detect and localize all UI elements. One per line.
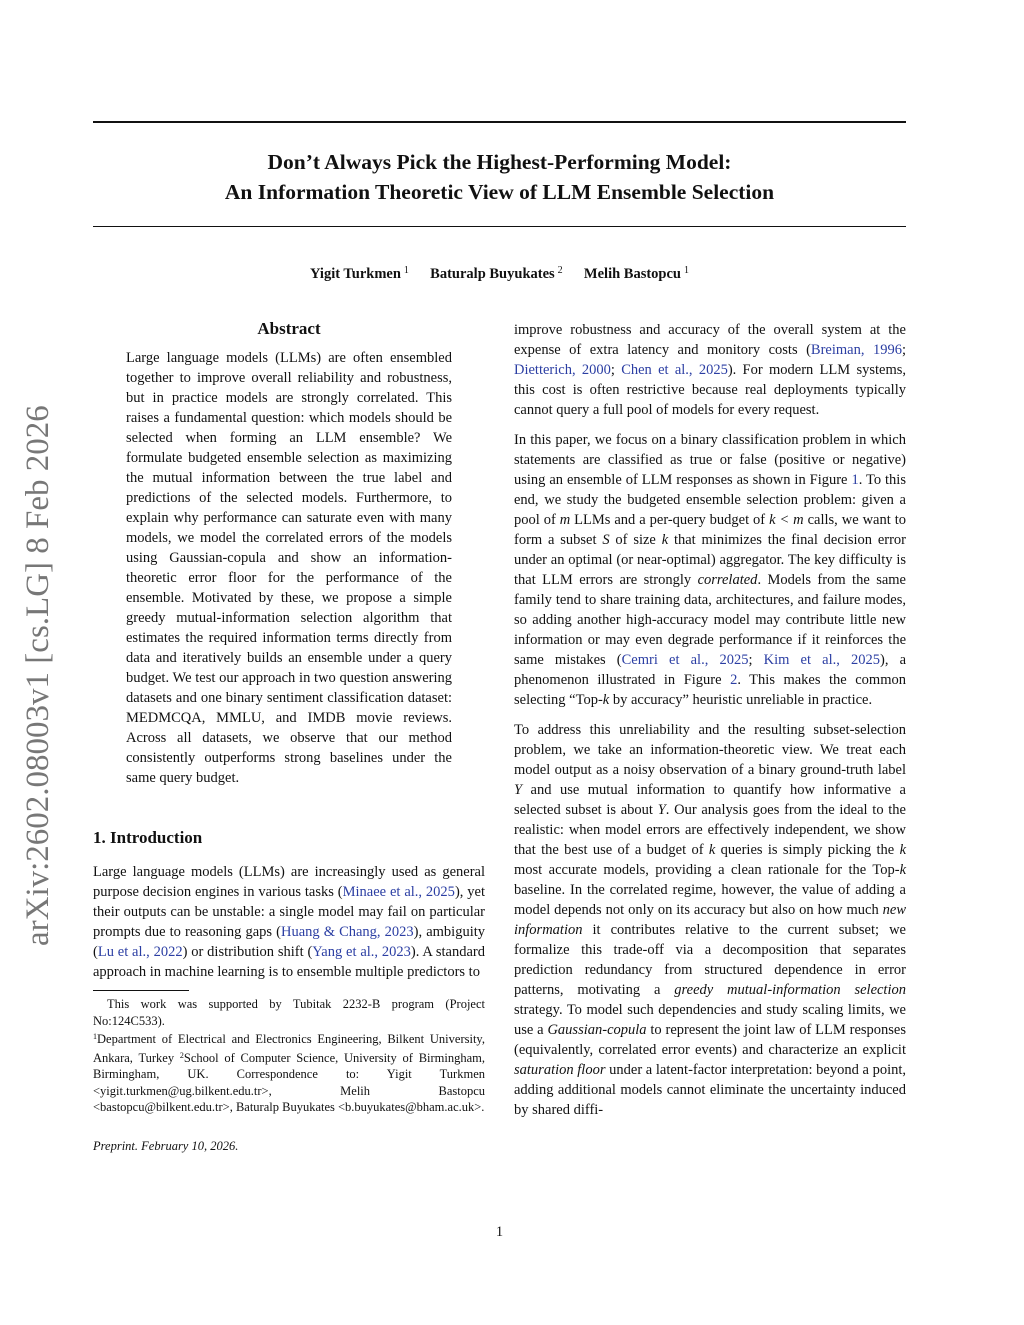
footnote-affiliations: $^1$Department of Electrical and Electronics Engineering, Bilkent University, Ankara, Turkey $^2$School of Computer Science, University of Birmingham, Birmingham, UK. Correspondence to: Yigit Turkmen <yigit.turkmen@ug.bilkent.edu.tr>, Melih Bastopcu <bastopcu@bilkent.edu.tr>, Baturalp Buyukates <b.buyukates@bham.ac.uk>. — [93, 1032, 486, 1114]
body-paragraph: improve robustness and accuracy of the overall system at the expense of extra latency and monitory costs (Breiman, 1996; Dietterich, 2000; Chen et al., 2025). For modern LLM systems, this cost is often restrictive because real deployments typically cannot query a full pool of models for every request. — [514, 322, 906, 418]
abstract-text: Large language models (LLMs) are often ensembled together to improve overall reliability and robustness, but in practice models are strongly correlated. This raises a fundamental question: which models should be selected when forming an LLM ensemble? We formulate budgeted ensemble selection as maximizing the mutual information between the true label and predictions of the selected models. Furthermore, to explain why performance can saturate even with many models, we model the correlated errors of the models using Gaussian-copula and show an information-theoretic error floor for the performance of the ensemble. Motivated by these, we propose a simple greedy mutual-information selection algorithm that estimates the required information terms directly from data and iteratively builds an ensemble under a query budget. We test our approach in two question answering datasets and one binary sentiment classification dataset: MEDMCQA, MMLU, and IMDB movie reviews. Across all datasets, we observe that our method consistently outperforms strong baselines under the same query budget. — [126, 350, 452, 786]
abstract-heading: Abstract — [257, 319, 321, 338]
body-paragraph: To address this unreliability and the resulting subset-selection problem, we take an information-theoretic view. We treat each model output as a noisy observation of a binary ground-truth label Y and use mutual information to quantify how informative a selected subset is about Y. Our analysis goes from the ideal to the realistic: when model errors are effectively independent, we show that the best use of a budget of k queries is simply picking the k most accurate models, providing a clean rationale for the Top-k baseline. In the correlated regime, however, the value of adding a model depends not only on its accuracy but also on how much new information it contributes relative to the current subset; we formalize this trade-off via a decomposition that separates prediction redundancy from structured dependence in error patterns, motivating a greedy mutual-information selection strategy. To model such dependencies and study scaling limits, we use a Gaussian-copula to represent the joint law of LLM responses (equivalently, correlated error events) and characterize an explicit saturation floor under a latent-factor interpretation: beyond a point, adding additional models cannot eliminate the uncertainty induced by shared diffi- — [514, 722, 907, 1118]
introduction-paragraph: Large language models (LLMs) are increasingly used as general purpose decision engines in various tasks (Minaee et al., 2025), yet their outputs can be unstable: a single model may fail on particular prompts due to reasoning gaps (Huang & Chang, 2023), ambiguity (Lu et al., 2022) or distribution shift (Yang et al., 2023). A standard approach in machine learning is to ensemble multiple predictors to — [93, 864, 485, 980]
author-name: Yigit Turkmen — [310, 266, 401, 282]
footnotes — [93, 996, 485, 1116]
citation-link[interactable]: Breiman, 1996 — [810, 342, 902, 358]
citation-link[interactable]: Yang et al., 2023 — [312, 944, 411, 960]
paper-title-line-1: Don’t Always Pick the Highest-Performing Model: — [267, 150, 732, 174]
introduction-heading: 1. Introduction — [93, 828, 203, 847]
author-affiliation: 1 — [684, 265, 689, 276]
left-column — [93, 318, 485, 1154]
citation-link[interactable]: Minaee et al., 2025 — [342, 884, 455, 900]
body-paragraph: In this paper, we focus on a binary classification problem in which statements are classified as true or false (positive or negative) using an ensemble of LLM responses as shown in Figure 1. To this end, we study the budgeted ensemble selection problem: given a pool of m LLMs and a per-query budget of k < m calls, we want to form a subset S of size k that minimizes the final decision error under an optimal (or near-optimal) aggregator. The key difficulty is that LLM errors are strongly correlated. Models from the same family tend to share training data, architectures, and failure modes, so adding another high-accuracy model may contribute little new information or may even degrade performance if it reinforces the same mistakes (Cemri et al., 2025; Kim et al., 2025), a phenomenon illustrated in Figure 2. This makes the common selecting “Top-k by accuracy” heuristic unreliable in practice. — [514, 432, 907, 708]
citation-link[interactable]: Huang & Chang, 2023 — [280, 924, 414, 940]
citation-link[interactable]: Kim et al., 2025 — [763, 652, 880, 668]
citation-link[interactable]: Dietterich, 2000 — [514, 362, 611, 378]
author-name: Melih Bastopcu — [583, 266, 681, 282]
citation-link[interactable]: Lu et al., 2022 — [97, 944, 183, 960]
right-column — [514, 320, 906, 1120]
author-affiliation: 2 — [557, 265, 563, 276]
preprint-note: Preprint. February 10, 2026. — [93, 1138, 239, 1153]
author-affiliation: 1 — [403, 265, 409, 276]
footnote-rule — [93, 990, 189, 991]
arxiv-side-label: arXiv:2602.08003v1 [cs.LG] 8 Feb 2026 — [20, 405, 56, 946]
figure-link[interactable]: 2 — [730, 672, 738, 688]
citation-link[interactable]: Chen et al., 2025 — [621, 362, 728, 378]
figure-link[interactable]: 1 — [851, 472, 859, 488]
author-list — [93, 261, 906, 284]
title-rule-bottom — [93, 226, 906, 227]
citation-link[interactable]: Cemri et al., 2025 — [621, 652, 749, 668]
paper-title-line-2: An Information Theoretic View of LLM Ensemble Selection — [224, 180, 775, 204]
footnote-support: This work was supported by Tubitak 2232-B program (Project No:124C533). — [93, 997, 485, 1028]
author-name: Baturalp Buyukates — [430, 266, 555, 282]
title-rule-top — [93, 121, 906, 123]
page-number: 1 — [495, 1224, 504, 1240]
